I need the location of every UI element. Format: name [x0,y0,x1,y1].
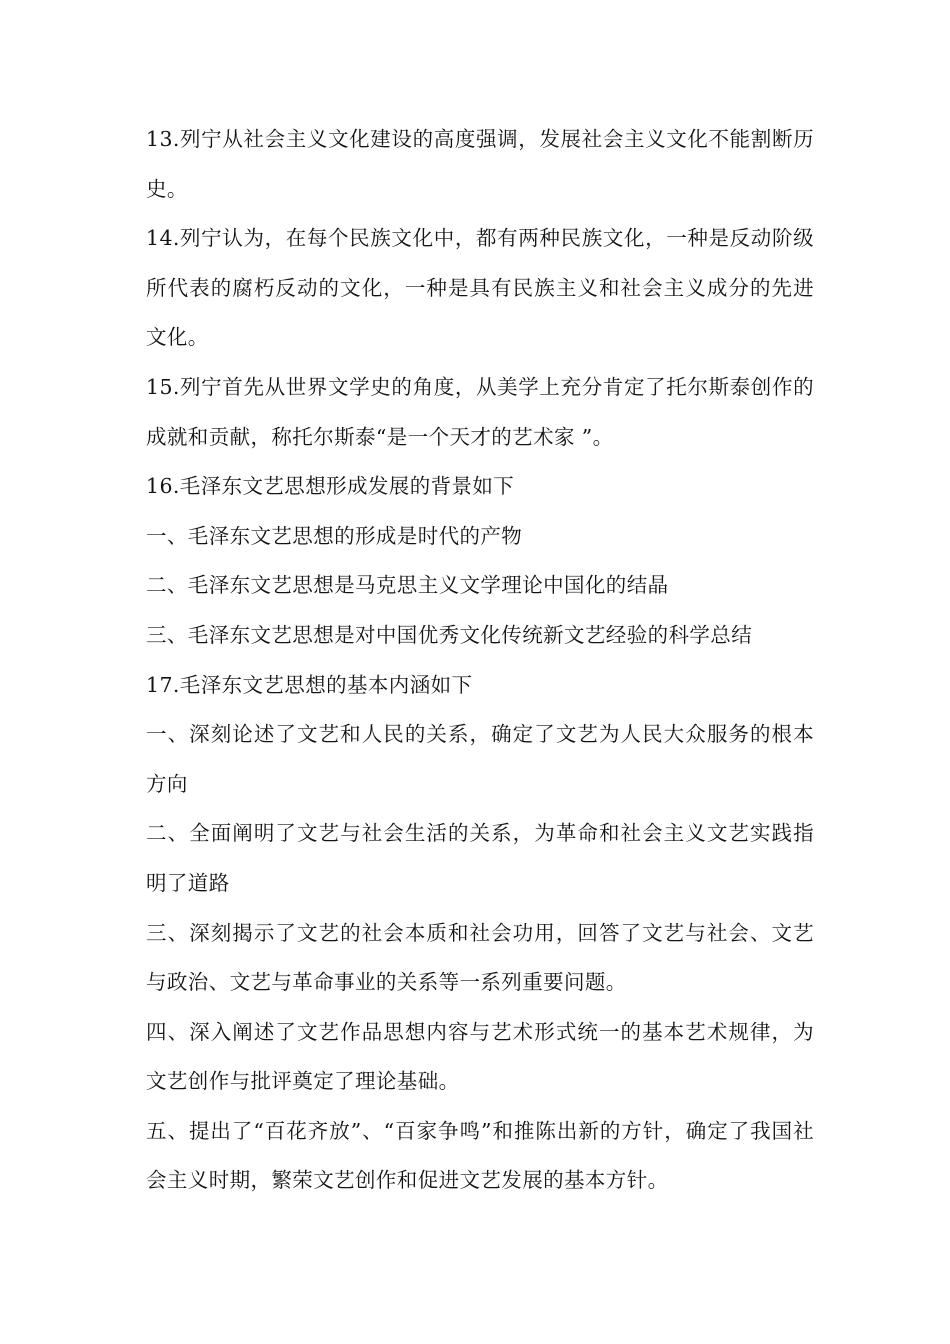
paragraph-17-item-2: 二、全面阐明了文艺与社会生活的关系，为革命和社会主义文艺实践指明了道路 [146,821,814,895]
paragraph-17-item-4: 四、深入阐述了文艺作品思想内容与艺术形式统一的基本艺术规律，为文艺创作与批评奠定了理论基础。 [146,1019,814,1094]
paragraph-16-item-3: 三、毛泽东文艺思想是对中国优秀文化传统新文艺经验的科学总结 [146,622,753,647]
paragraph-13: 13.列宁从社会主义文化建设的高度强调，发展社会主义文化不能割断历史。 [146,127,814,201]
paragraph-17-heading: 17.毛泽东文艺思想的基本内涵如下 [146,672,473,697]
paragraph-17-item-5: 五、提出了“百花齐放”、“百家争鸣”和推陈出新的方针，确定了我国社会主义时期，繁荣文艺创作和促进文艺发展的基本方针。 [146,1118,814,1193]
document-body [146,115,814,1206]
paragraph-17-item-3: 三、深刻揭示了文艺的社会本质和社会功用，回答了文艺与社会、文艺与政治、文艺与革命事业的关系等一系列重要问题。 [146,920,814,995]
paragraph-16-item-2: 二、毛泽东文艺思想是马克思主义文学理论中国化的结晶 [146,573,669,598]
paragraph-16-item-1: 一、毛泽东文艺思想的形成是时代的产物 [146,523,523,548]
paragraph-15: 15.列宁首先从世界文学史的角度，从美学上充分肯定了托尔斯泰创作的成就和贡献，称托尔斯泰“是一个天才的艺术家 ”。 [146,374,814,449]
paragraph-14: 14.列宁认为，在每个民族文化中，都有两种民族文化，一种是反动阶级所代表的腐朽反动的文化，一种是具有民族主义和社会主义成分的先进文化。 [146,226,814,350]
paragraph-17-item-1: 一、深刻论述了文艺和人民的关系，确定了文艺为人民大众服务的根本方向 [146,722,814,796]
paragraph-16-heading: 16.毛泽东文艺思想形成发展的背景如下 [146,474,515,499]
